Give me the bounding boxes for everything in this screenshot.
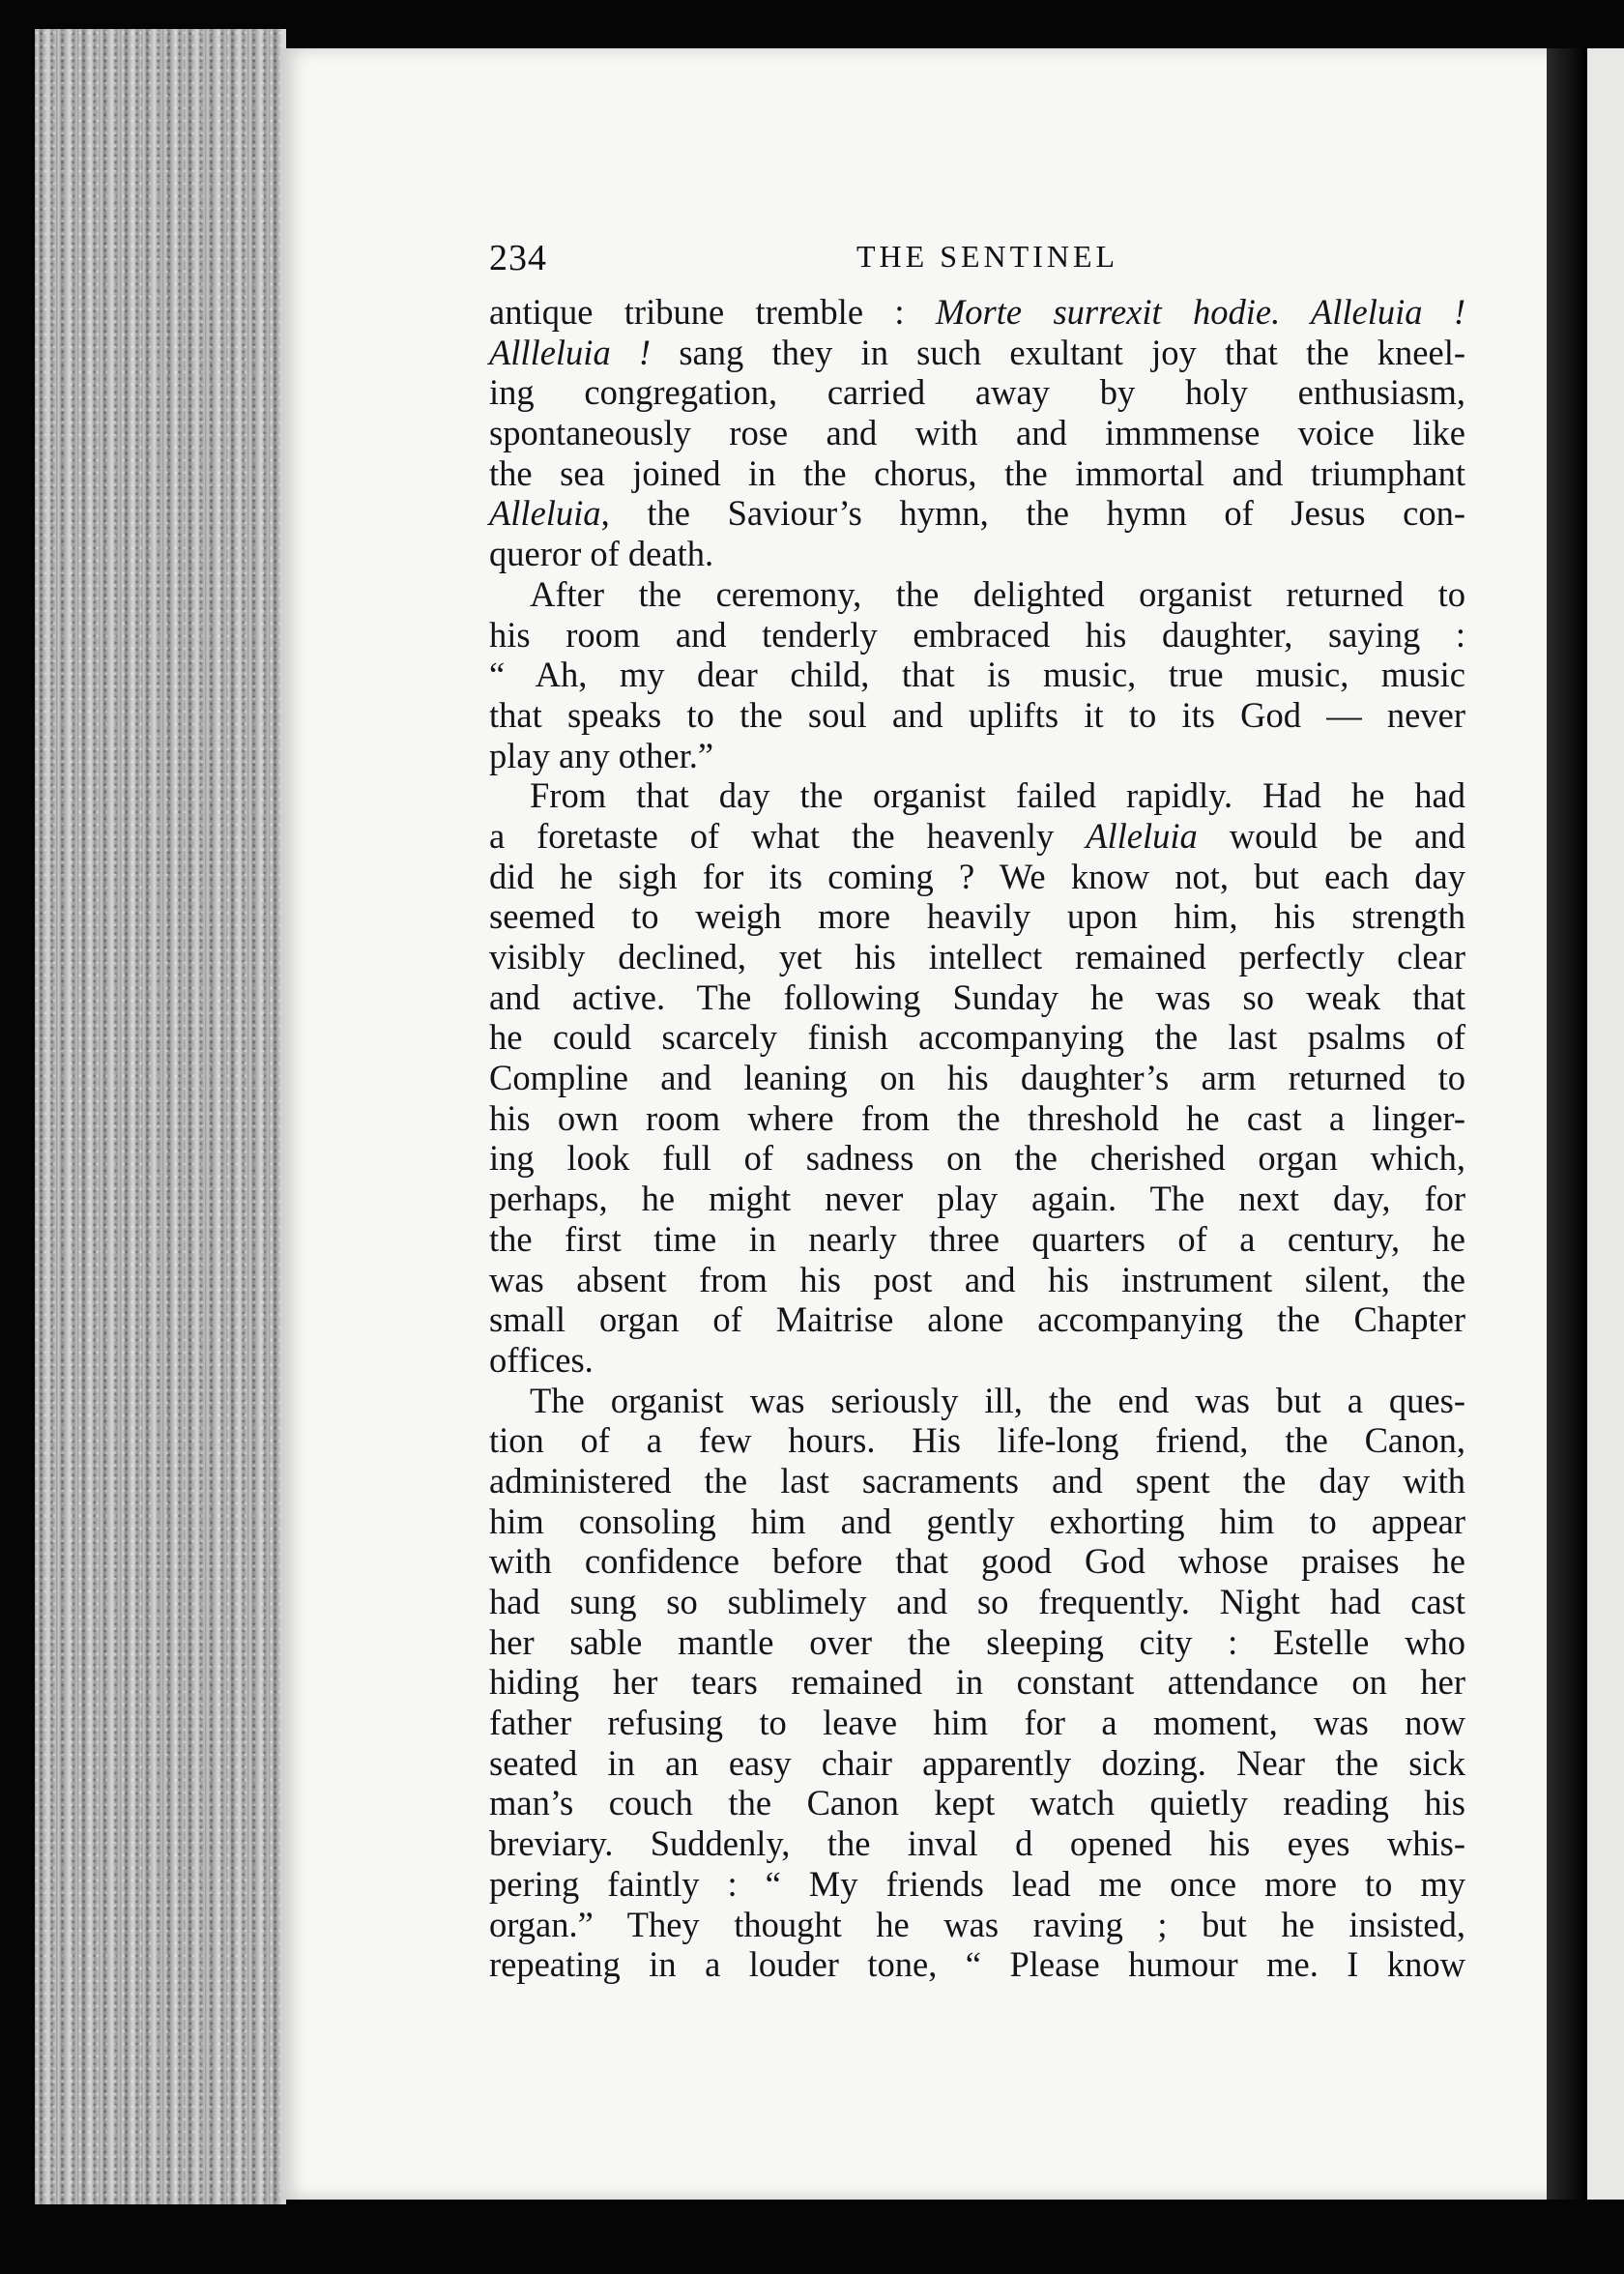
text-run: pering faintly : “ My friends lead me once more to my (489, 1863, 1465, 1904)
italic-text: Alleluia (1086, 815, 1198, 856)
text-line (489, 1501, 1465, 1542)
text-run: and active. The following Sunday he was so weak that (489, 977, 1465, 1017)
text-line (489, 655, 1465, 695)
text-line (489, 1340, 1465, 1381)
text-line (489, 333, 1465, 373)
text-run: his room and tenderly embraced his daughter, saying : (489, 614, 1465, 655)
text-line (489, 1299, 1465, 1340)
text-line (489, 453, 1465, 494)
text-line (489, 1622, 1465, 1663)
text-line (489, 1420, 1465, 1461)
italic-text: Alleluia (489, 493, 601, 534)
text-run: him consoling him and gently exhorting him to appear (489, 1501, 1465, 1541)
text-run: a foretaste of what the heavenly (489, 815, 1087, 856)
text-line (489, 775, 1465, 816)
text-run: ing congregation, carried away by holy enthusiasm, (489, 372, 1465, 413)
text-run: that speaks to the soul and uplifts it to its God — never (489, 694, 1465, 735)
text-run: administered the last sacraments and spent the day with (489, 1460, 1465, 1501)
text-line (489, 1381, 1465, 1421)
paper-texture (35, 29, 282, 2204)
text-run: her sable mantle over the sleeping city : Estelle who (489, 1621, 1465, 1662)
text-run: offices. (489, 1339, 594, 1380)
text-run: perhaps, he might never play again. The next day, for (489, 1179, 1465, 1219)
text-line (489, 816, 1465, 857)
text-line (489, 1662, 1465, 1703)
text-line (489, 896, 1465, 937)
text-line (489, 1098, 1465, 1139)
facing-page-edge (1587, 48, 1624, 2200)
italic-text: Morte surrexit hodie. Alleluia ! (935, 292, 1465, 332)
text-run: the first time in nearly three quarters of a century, he (489, 1218, 1465, 1259)
text-line (489, 1138, 1465, 1179)
text-line (489, 1703, 1465, 1743)
text-run: organ.” They thought he was raving ; but he insisted, (489, 1904, 1465, 1944)
text-line (489, 1461, 1465, 1501)
text-run: repeating in a louder tone, “ Please humour me. I know (489, 1944, 1465, 1985)
text-run: sang they in such exultant joy that the kneel- (651, 332, 1465, 372)
text-run: After the ceremony, the delighted organist returned to (530, 573, 1465, 614)
book-spine (1547, 48, 1587, 2200)
text-run: Compline and leaning on his daughter’s arm returned to (489, 1058, 1465, 1098)
text-line (489, 615, 1465, 656)
text-run: his own room where from the threshold he cast a linger- (489, 1097, 1465, 1138)
text-run: did he sigh for its coming ? We know not, but each day (489, 856, 1465, 896)
text-line (489, 1058, 1465, 1098)
text-line (489, 574, 1465, 615)
text-line (489, 695, 1465, 736)
page-number: 234 (489, 238, 547, 278)
text-line (489, 1944, 1465, 1985)
text-line (489, 1582, 1465, 1622)
text-line (489, 1743, 1465, 1784)
text-run: hiding her tears remained in constant attendance on her (489, 1662, 1465, 1703)
running-head (489, 237, 1465, 285)
text-run: ing look full of sadness on the cherished organ which, (489, 1138, 1465, 1179)
text-run: play any other.” (489, 735, 714, 775)
page-edges (35, 29, 286, 2204)
text-line (489, 977, 1465, 1018)
text-run: , the Saviour’s hymn, the hymn of Jesus con- (600, 493, 1465, 534)
running-title: THE SENTINEL (856, 239, 1119, 274)
italic-text: Allleluia ! (489, 332, 652, 372)
text-run: man’s couch the Canon kept watch quietly reading his (489, 1783, 1465, 1823)
text-run: breviary. Suddenly, the inval d opened his eyes whis- (489, 1823, 1465, 1864)
text-line (489, 1541, 1465, 1582)
text-line (489, 1783, 1465, 1823)
text-line (489, 1179, 1465, 1219)
body-text (489, 292, 1465, 1985)
text-line (489, 1219, 1465, 1260)
text-line (489, 937, 1465, 977)
text-run: was absent from his post and his instrument silent, the (489, 1259, 1465, 1299)
text-run: would be and (1197, 815, 1465, 856)
text-run: had sung so sublimely and so frequently. Night had cast (489, 1582, 1465, 1621)
text-run: father refusing to leave him for a moment, was now (489, 1703, 1465, 1743)
text-line (489, 1905, 1465, 1945)
text-run: The organist was seriously ill, the end was but a ques- (530, 1380, 1465, 1420)
text-line (489, 857, 1465, 897)
text-run: “ Ah, my dear child, that is music, true music, music (489, 655, 1465, 695)
text-line (489, 292, 1465, 333)
text-line (489, 1864, 1465, 1905)
text-run: spontaneously rose and with and immmense voice like (489, 413, 1465, 453)
text-line (489, 493, 1465, 534)
text-line (489, 1823, 1465, 1864)
text-line (489, 534, 1465, 574)
text-line (489, 372, 1465, 413)
text-run: the sea joined in the chorus, the immortal and triumphant (489, 452, 1465, 493)
text-run: visibly declined, yet his intellect remained perfectly clear (489, 937, 1465, 977)
text-run: he could scarcely finish accompanying the last psalms of (489, 1017, 1465, 1058)
text-run: seated in an easy chair apparently dozing. Near the sick (489, 1742, 1465, 1783)
text-line (489, 736, 1465, 776)
text-line (489, 1017, 1465, 1058)
text-line (489, 413, 1465, 453)
text-run: queror of death. (489, 534, 714, 574)
text-run: small organ of Maitrise alone accompanying the Chapter (489, 1299, 1465, 1340)
text-line (489, 1260, 1465, 1300)
text-run: with confidence before that good God whose praises he (489, 1541, 1465, 1582)
text-run: From that day the organist failed rapidly. Had he had (530, 775, 1465, 816)
text-run: antique tribune tremble : (489, 292, 936, 332)
text-run: tion of a few hours. His life-long friend, the Canon, (489, 1420, 1465, 1461)
text-run: seemed to weigh more heavily upon him, his strength (489, 896, 1465, 937)
